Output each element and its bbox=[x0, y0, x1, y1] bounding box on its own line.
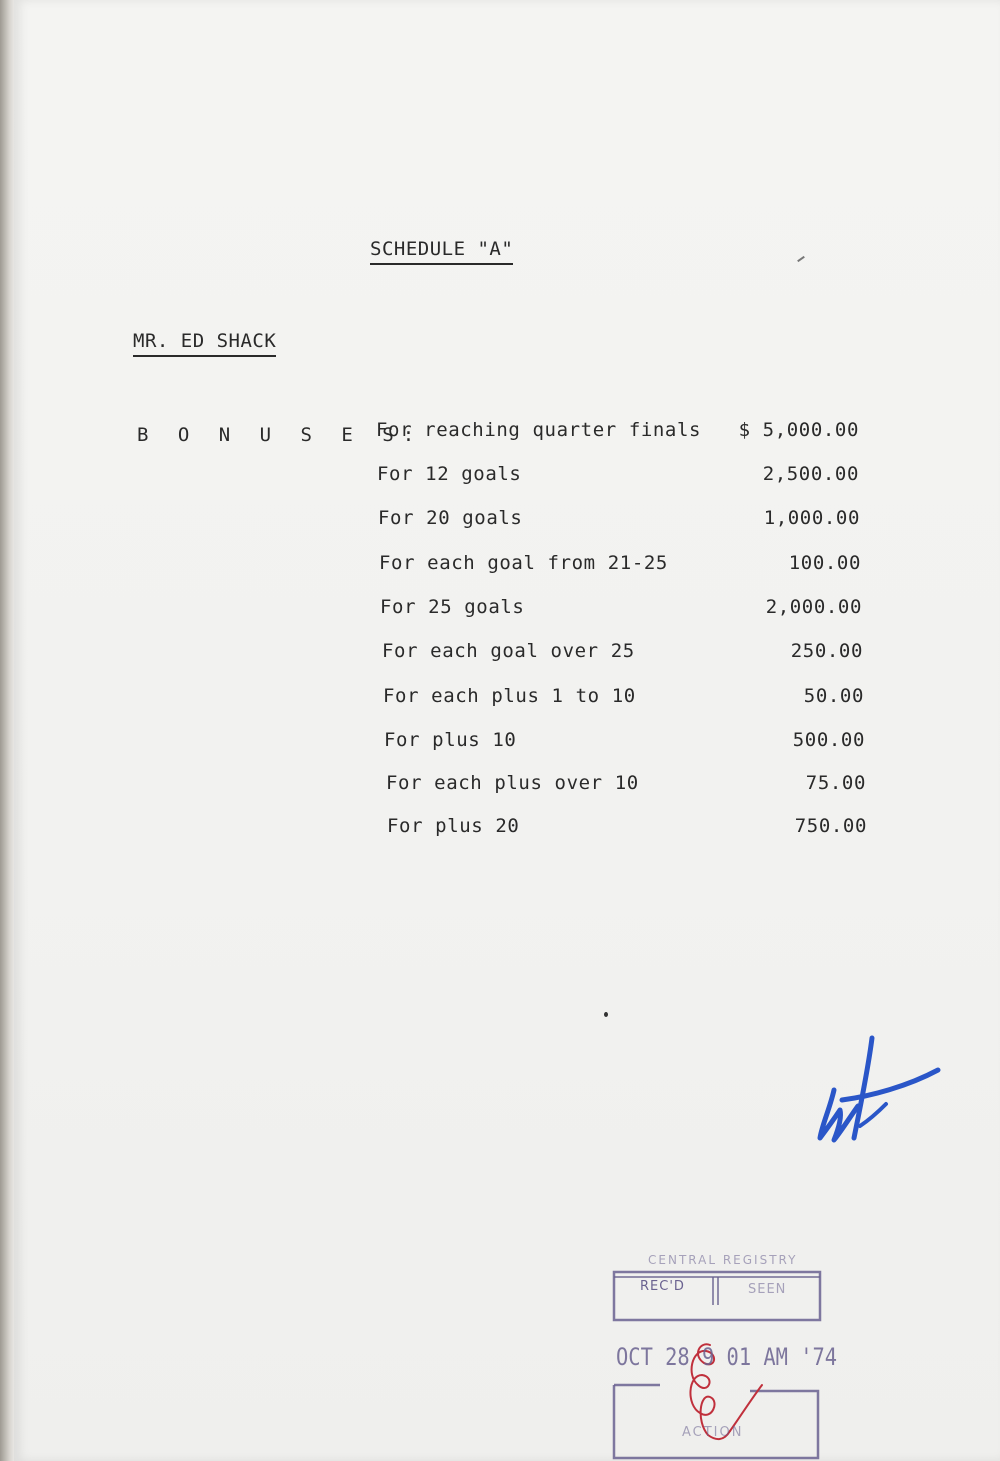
bonus-amount: 100.00 bbox=[788, 552, 861, 574]
bonus-amount: 750.00 bbox=[794, 815, 867, 837]
schedule-title: SCHEDULE "A" bbox=[370, 238, 513, 265]
stamp-registry-label: CENTRAL REGISTRY bbox=[648, 1253, 798, 1267]
bonus-description: For 25 goals bbox=[380, 596, 525, 618]
bonuses-label: B O N U S E S: bbox=[137, 424, 424, 446]
stamp-recd-label: REC'D bbox=[640, 1279, 685, 1294]
bonus-amount: 50.00 bbox=[803, 685, 864, 707]
bonus-description: For plus 10 bbox=[384, 729, 517, 751]
stamp-action-label: ACTION bbox=[682, 1425, 744, 1440]
bonus-description: For 20 goals bbox=[378, 507, 523, 529]
bonus-amount: 75.00 bbox=[805, 772, 866, 794]
handwritten-signature bbox=[812, 1030, 952, 1150]
bonus-description: For 12 goals bbox=[377, 463, 522, 485]
stamp-seen-label: SEEN bbox=[748, 1282, 787, 1297]
bonus-description: For plus 20 bbox=[387, 815, 520, 837]
bonus-amount: 500.00 bbox=[792, 729, 865, 751]
bonus-description: For each plus 1 to 10 bbox=[383, 685, 636, 707]
central-registry-stamp bbox=[600, 1245, 838, 1461]
bonus-amount: 2,500.00 bbox=[762, 463, 859, 485]
bonus-description: For reaching quarter finals bbox=[376, 419, 702, 441]
bonus-amount: 1,000.00 bbox=[763, 507, 860, 529]
bonus-description: For each goal over 25 bbox=[382, 640, 635, 662]
stamp-date: OCT 28 9 01 AM '74 bbox=[616, 1343, 838, 1371]
bonus-description: For each plus over 10 bbox=[386, 772, 639, 794]
bonus-description: For each goal from 21-25 bbox=[379, 552, 668, 574]
bonus-amount: 2,000.00 bbox=[765, 596, 862, 618]
bonus-amount: 250.00 bbox=[790, 640, 863, 662]
ink-speck bbox=[604, 1012, 608, 1017]
player-name: MR. ED SHACK bbox=[133, 330, 276, 357]
bonus-amount: $ 5,000.00 bbox=[738, 419, 859, 441]
